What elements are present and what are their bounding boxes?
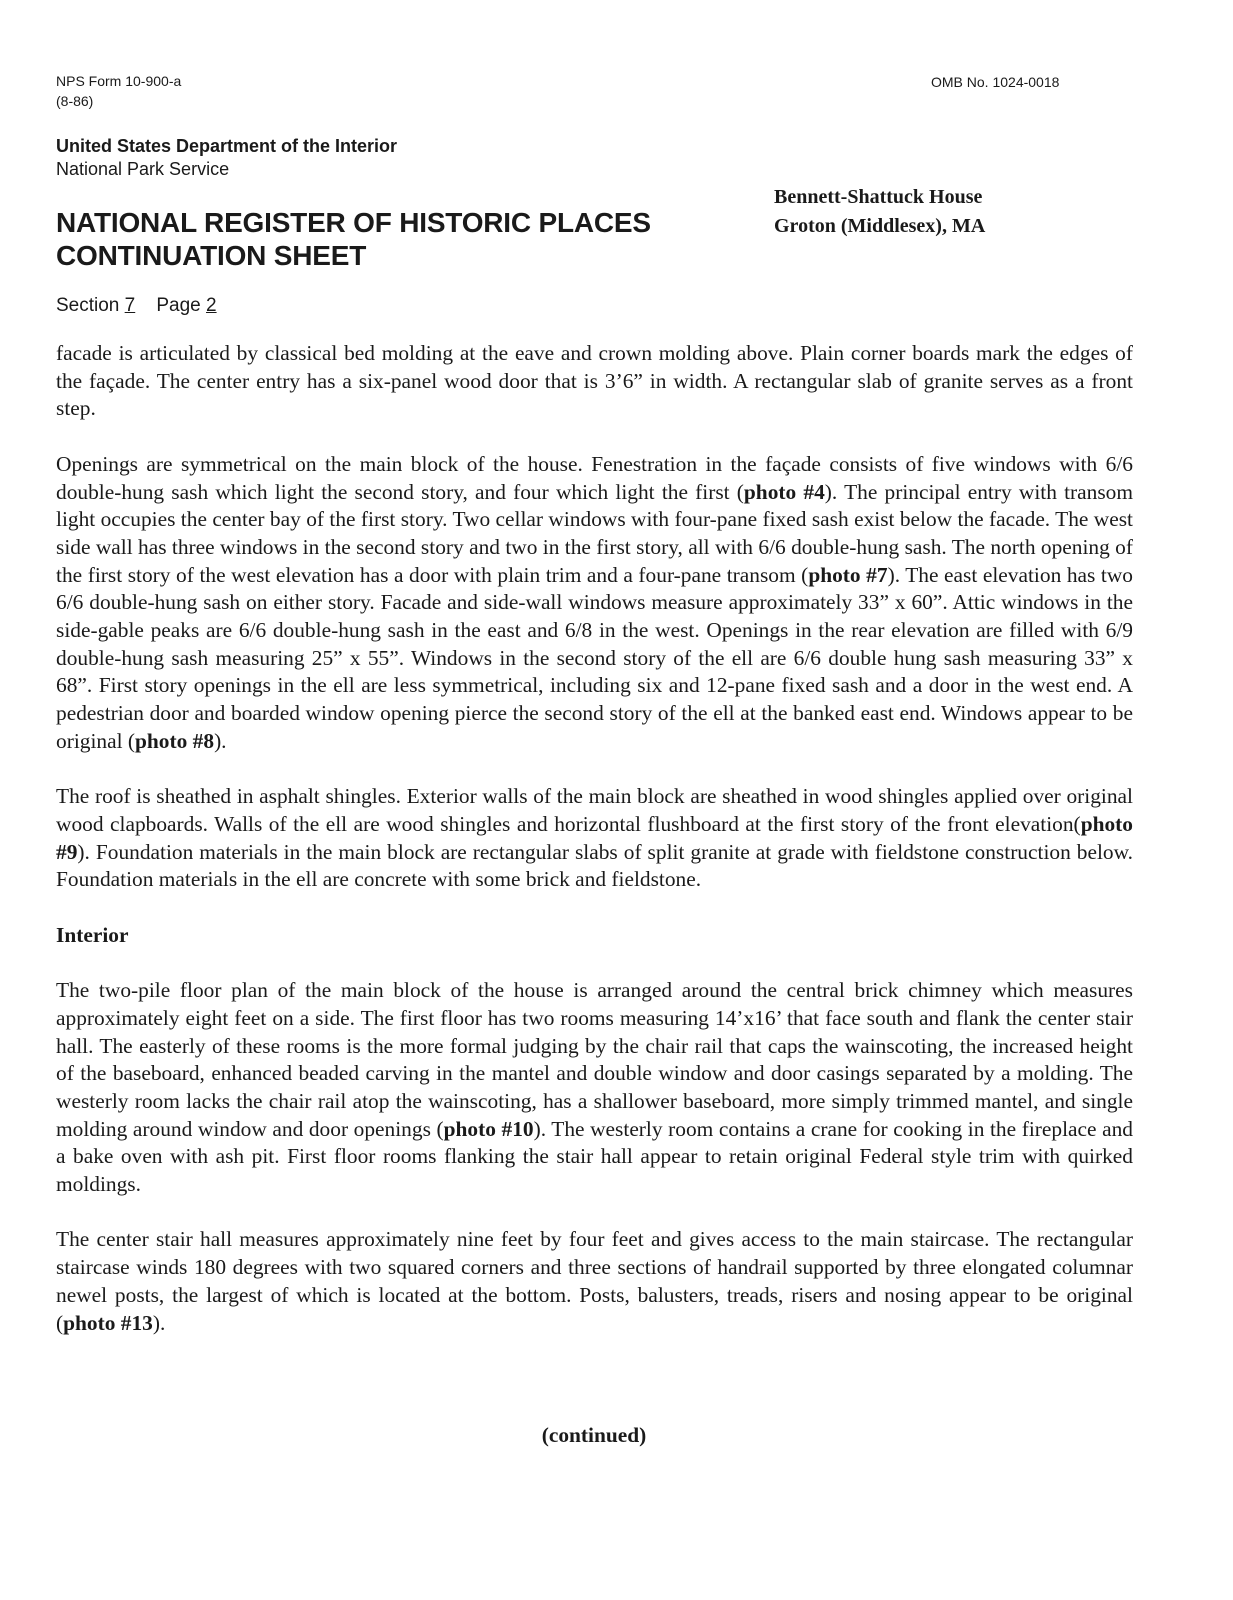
section-page-line [56, 294, 217, 318]
page-label: Page [156, 295, 201, 316]
document-body [56, 340, 1133, 1365]
form-number: NPS Form 10-900-a [56, 73, 182, 89]
text-run: Openings are symmetrical on the main block of the house. Fenestration in the façade consists of five windows with 6/6 double-hung sash which light the second story, and four which light the first ( [56, 451, 1133, 504]
text-run: ). [152, 1310, 166, 1335]
paragraph-openings [56, 451, 1133, 756]
text-run: ). The westerly room contains a crane for cooking in the fireplace and a bake oven with ash pit. First floor rooms flanking the stair hall appear to retain original Federal style trim with quirked moldings. [56, 1116, 1133, 1197]
photo-reference: photo #9 [56, 811, 1133, 864]
text-run: The roof is sheathed in asphalt shingles. Exterior walls of the main block are sheathed in wood shingles applied over original wood clapboards. Walls of the ell are wood shingles and horizontal flushboard at the first story of the front elevation( [56, 784, 1133, 836]
paragraph-stair-hall [56, 1226, 1133, 1337]
text-run: ). The east elevation has two 6/6 double-hung sash on either story. Facade and side-wall windows measure approximately 33” x 60”. Attic windows in the side-gable peaks are 6/6 double-hung sash in the east and 6/8 in the west. Openings in the rear elevation are filled with 6/9 double-hung sash measuring 25” x 55”. Windows in the second story of the ell are 6/6 double hung sash measuring 33” x 68”. First story openings in the ell are less symmetrical, including six and 12-pane fixed sash and a door in the west end. A pedestrian door and boarded window opening pierce the second story of the ell at the banked east end. Windows appear to be original ( [56, 562, 1133, 753]
text-run: The center stair hall measures approximately nine feet by four feet and gives access to the main staircase. The rectangular staircase winds 180 degrees with two squared corners and three sections of handrail supported by three elongated columnar newel posts, the largest of which is located at the bottom. Posts, balusters, treads, risers and nosing appear to be original ( [56, 1227, 1133, 1335]
heading-interior: Interior [56, 922, 129, 947]
property-name: Bennett-Shattuck House [774, 186, 983, 208]
photo-reference: photo #4 [743, 479, 825, 504]
paragraph-materials [56, 783, 1133, 894]
paragraph-floor-plan [56, 977, 1133, 1199]
section-number: 7 [124, 295, 136, 316]
text-run: ). Foundation materials in the main block are rectangular slabs of split granite at grade with fieldstone construction below. Foundation materials in the ell are concrete with some brick and fieldstone. [56, 839, 1133, 892]
photo-reference: photo #13 [63, 1310, 153, 1335]
photo-reference: photo #10 [443, 1116, 534, 1141]
document-title: NATIONAL REGISTER OF HISTORIC PLACES [56, 207, 651, 238]
form-date: (8-86) [56, 93, 94, 109]
continued-note: (continued) [541, 1423, 647, 1447]
agency-name: National Park Service [56, 159, 230, 179]
department-name: United States Department of the Interior [56, 136, 398, 156]
photo-reference: photo #7 [808, 562, 888, 587]
section-label: Section [56, 295, 120, 316]
text-run: ). The principal entry with transom light occupies the center bay of the first story. Two cellar windows with four-pane fixed sash exist below the facade. The west side wall has three windows in the second story and two in the first story, all with 6/6 double-hung sash. The north opening of the first story of the west elevation has a door with plain trim and a four-pane transom ( [56, 479, 1133, 587]
page-number: 2 [206, 295, 217, 316]
property-location: Groton (Middlesex), MA [774, 215, 986, 237]
document-subtitle: CONTINUATION SHEET [56, 240, 367, 271]
photo-reference: photo #8 [135, 728, 215, 753]
paragraph-facade: facade is articulated by classical bed molding at the eave and crown molding above. Plain corner boards mark the edges of the façade. The center entry has a six-panel wood door that is 3’6” in width. A rectangular slab of granite serves as a front step. [56, 341, 1133, 421]
text-run: The two-pile floor plan of the main block of the house is arranged around the central brick chimney which measures approximately eight feet on a side. The first floor has two rooms measuring 14’x16’ that face south and flank the center stair hall. The easterly of these rooms is the more formal judging by the chair rail that caps the wainscoting, the increased height of the baseboard, enhanced beaded carving in the mantel and double window and door casings separated by a molding. The westerly room lacks the chair rail atop the wainscoting, has a shallower baseboard, more simply trimmed mantel, and single molding around window and door openings ( [56, 978, 1133, 1141]
text-run: ). [214, 728, 227, 753]
omb-number: OMB No. 1024-0018 [931, 74, 1060, 90]
